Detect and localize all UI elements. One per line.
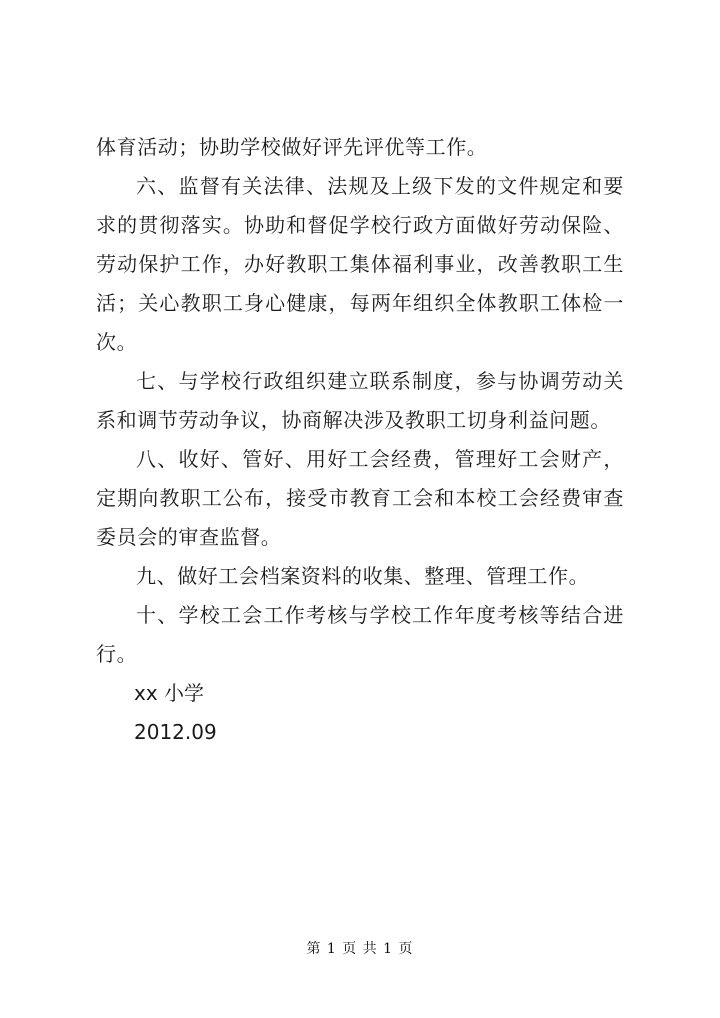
paragraph-item-8: 八、收好、管好、用好工会经费，管理好工会财产，定期向教职工公布，接受市教育工会和本校工会经费审查委员会的审查监督。 <box>96 447 624 549</box>
paragraph-item-10: 十、学校工会工作考核与学校工作年度考核等结合进行。 <box>96 603 624 666</box>
paragraph-continuation: 体育活动；协助学校做好评先评优等工作。 <box>96 135 488 159</box>
paragraph-item-7: 七、与学校行政组织建立联系制度，参与协调劳动关系和调节劳动争议，协商解决涉及教职工切身利益问题。 <box>96 369 624 432</box>
paragraph-item-9: 九、做好工会档案资料的收集、整理、管理工作。 <box>136 564 590 588</box>
page-number-footer: 第 1 页 共 1 页 <box>306 941 414 957</box>
signature-school: xx 小学 <box>134 681 205 705</box>
paragraph-item-6: 六、监督有关法律、法规及上级下发的文件规定和要求的贯彻落实。协助和督促学校行政方面做好劳动保险、劳动保护工作，办好教职工集体福利事业，改善教职工生活；关心教职工身心健康，每两年组织全体教职工体检一次。 <box>96 174 624 354</box>
signature-date: 2012.09 <box>134 720 217 744</box>
document-body <box>96 128 624 752</box>
